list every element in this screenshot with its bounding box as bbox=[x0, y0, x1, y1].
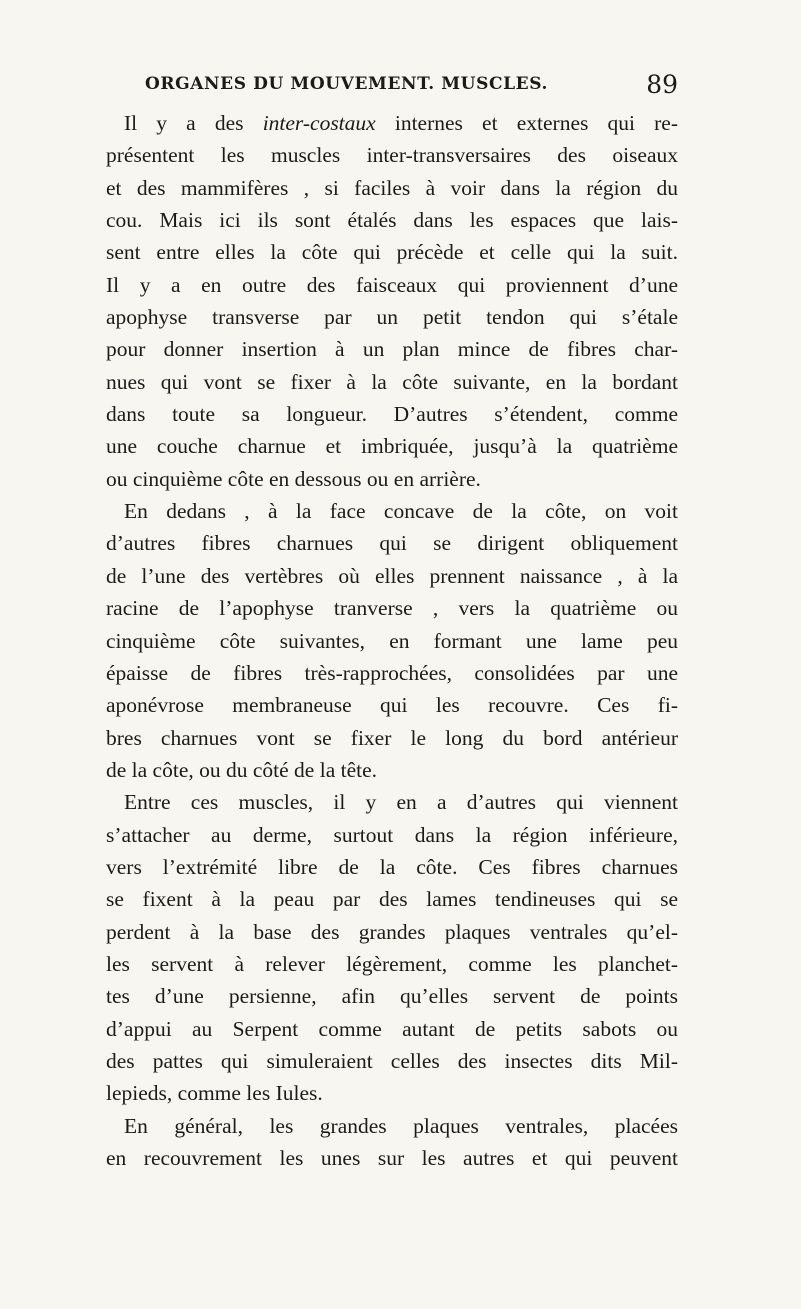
text-line: En dedans , à la face concave de la côte, on voit bbox=[124, 499, 678, 524]
page-number: 89 bbox=[646, 70, 678, 99]
text-line: se fixent à la peau par des lames tendineuses qui se bbox=[106, 887, 678, 912]
text-line: en recouvrement les unes sur les autres et qui peuvent bbox=[106, 1146, 678, 1170]
italic-term: inter-costaux bbox=[262, 111, 376, 135]
text-line: cou. Mais ici ils sont étalés dans les espaces que lais- bbox=[106, 208, 678, 233]
text-line: et des mammifères , si faciles à voir dans la région du bbox=[106, 175, 678, 200]
text-line-part: internes et externes qui re- bbox=[375, 111, 678, 135]
text-line: d’appui au Serpent comme autant de petits sabots ou bbox=[106, 1016, 678, 1041]
body-text bbox=[106, 107, 678, 1174]
running-title: ORGANES DU MOUVEMENT. MUSCLES. bbox=[145, 74, 548, 94]
text-line bbox=[106, 107, 678, 139]
text-line: ou cinquième côte en dessous ou en arrière. bbox=[106, 466, 481, 491]
text-line: de la côte, ou du côté de la tête. bbox=[106, 757, 378, 782]
text-line: racine de l’apophyse tranverse , vers la quatrième ou bbox=[106, 596, 678, 621]
text-line-part: Il y a des bbox=[124, 111, 263, 135]
text-line: nues qui vont se fixer à la côte suivante, en la bordant bbox=[106, 369, 678, 394]
text-line: aponévrose membraneuse qui les recouvre. Ces fi- bbox=[106, 693, 678, 718]
text-line: épaisse de fibres très-rapprochées, consolidées par une bbox=[106, 660, 678, 685]
text-line: cinquième côte suivantes, en formant une lame peu bbox=[106, 628, 678, 653]
text-line: sent entre elles la côte qui précède et celle qui la suit. bbox=[106, 240, 678, 265]
text-line: Entre ces muscles, il y en a d’autres qui viennent bbox=[124, 790, 678, 815]
running-head bbox=[143, 70, 678, 100]
text-line: lepieds, comme les Iules. bbox=[106, 1081, 323, 1106]
text-line: vers l’extrémité libre de la côte. Ces fibres charnues bbox=[106, 854, 678, 879]
text-line: bres charnues vont se fixer le long du bord antérieur bbox=[106, 725, 678, 750]
text-line: En général, les grandes plaques ventrales, placées bbox=[124, 1113, 678, 1138]
text-line: tes d’une persienne, afin qu’elles servent de points bbox=[106, 984, 678, 1009]
text-line: d’autres fibres charnues qui se dirigent obliquement bbox=[106, 531, 678, 556]
text-line: s’attacher au derme, surtout dans la région inférieure, bbox=[106, 822, 678, 847]
text-line: présentent les muscles inter-transversaires des oiseaux bbox=[106, 143, 678, 168]
text-line: pour donner insertion à un plan mince de fibres char- bbox=[106, 337, 678, 362]
text-line: perdent à la base des grandes plaques ventrales qu’el- bbox=[106, 919, 678, 944]
text-line: de l’une des vertèbres où elles prennent naissance , à la bbox=[106, 563, 678, 588]
text-line: apophyse transverse par un petit tendon qui s’étale bbox=[106, 305, 678, 330]
text-line: des pattes qui simuleraient celles des insectes dits Mil- bbox=[106, 1048, 678, 1073]
text-line: les servent à relever légèrement, comme les planchet- bbox=[106, 951, 678, 976]
text-line: dans toute sa longueur. D’autres s’étendent, comme bbox=[106, 402, 678, 427]
text-line: une couche charnue et imbriquée, jusqu’à la quatrième bbox=[106, 434, 678, 459]
text-line: Il y a en outre des faisceaux qui proviennent d’une bbox=[106, 272, 678, 297]
